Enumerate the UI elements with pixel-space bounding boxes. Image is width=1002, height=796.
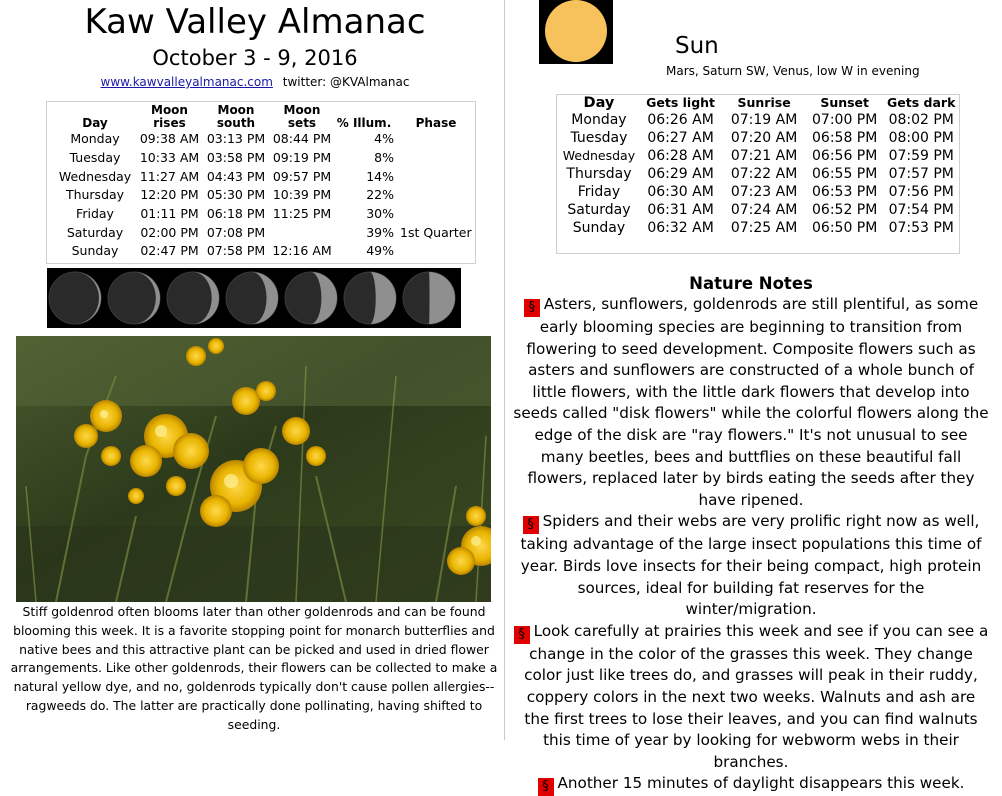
nature-notes-title: Nature Notes <box>689 274 813 293</box>
sun-cell-gets-light: 06:30 AM <box>647 184 714 200</box>
moon-table-row <box>53 223 472 242</box>
sun-table-row <box>559 111 959 129</box>
section-marker-icon: § <box>538 778 554 796</box>
moon-cell-sets: 08:44 PM <box>272 131 332 147</box>
moon-cell-sets <box>270 223 334 242</box>
sun-cell-sunset: 06:58 PM <box>812 130 878 146</box>
sun-cell-sunrise: 07:19 AM <box>730 112 798 128</box>
sun-cell-sunrise: 07:21 AM <box>730 148 798 164</box>
sun-cell-gets-dark: 08:02 PM <box>888 112 954 128</box>
moon-phase-icon <box>403 272 455 324</box>
moon-cell-south: 07:08 PM <box>206 224 266 240</box>
moon-cell-illum: 14% <box>366 168 394 184</box>
sun-cell-sunset: 06:52 PM <box>812 202 878 218</box>
nature-note-text: Look carefully at prairies this week and see if you can see a change in the color of the grasses this week. They change color just like trees do, and grasses will peak in their ruddy, coppery colors in the next two weeks. Walnuts and ash are the first trees to lose their leaves, and you can find walnuts this time of year by looking for webworm webs in their branches. <box>524 621 989 771</box>
moon-phase-icon <box>226 272 278 324</box>
sun-cell-gets-dark: 08:00 PM <box>888 130 954 146</box>
sun-cell-gets-dark: 07:57 PM <box>888 166 954 182</box>
moon-phase-strip <box>47 268 461 328</box>
nature-note-item <box>538 774 965 795</box>
website-link[interactable]: www.kawvalleyalmanac.com <box>100 75 273 89</box>
moon-cell-day: Saturday <box>66 224 124 240</box>
moon-cell-phase <box>400 149 472 168</box>
moon-cell-south: 05:30 PM <box>206 187 266 203</box>
sun-table-row <box>559 147 959 165</box>
moon-table <box>46 101 476 264</box>
moon-cell-day: Friday <box>76 206 114 222</box>
sun-table <box>556 94 960 254</box>
moon-table-row <box>53 205 472 224</box>
moon-cell-illum: 49% <box>366 243 394 259</box>
moon-lit-portion <box>429 272 455 324</box>
sun-table-row <box>559 219 959 237</box>
sun-cell-sunset: 07:00 PM <box>812 112 878 128</box>
sun-cell-sunset: 06:56 PM <box>812 148 878 164</box>
sun-cell-gets-light: 06:31 AM <box>647 202 714 218</box>
page-title: Kaw Valley Almanac <box>84 2 426 42</box>
header-illum: % Illum. <box>336 116 392 130</box>
sun-cell-day: Sunday <box>572 220 626 236</box>
sun-cell-gets-light: 06:28 AM <box>647 148 714 164</box>
moon-cell-day: Tuesday <box>69 150 121 166</box>
nature-notes-body <box>512 294 990 796</box>
sun-cell-gets-dark: 07:53 PM <box>888 220 954 236</box>
moon-table-header <box>53 104 472 130</box>
sun-table-row <box>559 183 959 201</box>
sun-cell-sunset: 06:55 PM <box>812 166 878 182</box>
sun-table-header <box>559 95 959 111</box>
sun-cell-day: Wednesday <box>562 148 636 163</box>
sun-cell-sunset: 06:53 PM <box>812 184 878 200</box>
sun-header-sunset: Sunset <box>820 95 870 110</box>
sun-header-day: Day <box>583 95 615 111</box>
moon-cell-sets: 12:16 AM <box>272 243 332 259</box>
moon-cell-sets: 10:39 PM <box>272 187 332 203</box>
moon-phase-icon <box>49 272 101 324</box>
moon-cell-day: Sunday <box>71 243 119 259</box>
section-marker-icon: § <box>514 626 530 644</box>
moon-cell-sets: 09:19 PM <box>272 150 332 166</box>
goldenrod-photo <box>16 336 491 602</box>
header-moon-south-line2: south <box>216 116 256 130</box>
moon-cell-rises: 02:47 PM <box>140 243 199 259</box>
moon-table-row <box>53 130 472 149</box>
moon-cell-illum: 8% <box>374 150 394 166</box>
sun-cell-sunrise: 07:25 AM <box>730 220 798 236</box>
sun-cell-sunset: 06:50 PM <box>812 220 878 236</box>
date-range: October 3 - 9, 2016 <box>152 46 358 70</box>
moon-cell-phase <box>400 205 472 224</box>
moon-data-table <box>53 104 472 261</box>
moon-cell-south: 03:13 PM <box>206 131 266 147</box>
sun-cell-gets-light: 06:26 AM <box>647 112 714 128</box>
nature-note-text: Spiders and their webs are very prolific right now as well, taking advantage of the large insect populations this time of year. Birds love insects for their being compact, high protein sources, ideal for building fat reserves for the winter/migration. <box>520 512 982 619</box>
sun-header-sunrise: Sunrise <box>737 95 791 110</box>
page-divider <box>504 0 505 740</box>
moon-phase-images <box>47 268 461 328</box>
moon-cell-south: 06:18 PM <box>206 206 266 222</box>
moon-cell-rises: 10:33 AM <box>139 150 200 166</box>
sun-data-table <box>559 95 959 237</box>
moon-cell-illum: 4% <box>374 131 394 147</box>
header-moon-south <box>202 104 270 130</box>
nature-note-item <box>521 512 982 618</box>
header-moon-sets: Moon sets <box>283 103 321 130</box>
sun-cell-sunrise: 07:23 AM <box>730 184 798 200</box>
moon-cell-day: Monday <box>70 131 120 147</box>
sun-cell-day: Saturday <box>567 202 631 218</box>
moon-cell-day: Thursday <box>65 187 125 203</box>
sun-cell-sunrise: 07:20 AM <box>730 130 798 146</box>
sun-cell-gets-light: 06:27 AM <box>647 130 714 146</box>
section-marker-icon: § <box>524 299 540 317</box>
sun-table-row <box>559 165 959 183</box>
goldenrod-image <box>16 336 491 602</box>
moon-cell-phase: 1st Quarter <box>400 224 472 240</box>
moon-cell-south: 04:43 PM <box>206 168 266 184</box>
moon-table-row <box>53 242 472 261</box>
sun-cell-day: Friday <box>577 184 621 200</box>
moon-cell-sets: 11:25 PM <box>272 206 332 222</box>
moon-table-body <box>53 130 472 261</box>
sun-label: Sun <box>675 33 719 59</box>
sun-cell-gets-light: 06:32 AM <box>647 220 714 236</box>
sun-header-gets-light: Gets light <box>646 95 716 110</box>
moon-table-row <box>53 186 472 205</box>
moon-phase-icon <box>344 272 396 324</box>
sun-table-row <box>559 129 959 147</box>
moon-cell-rises: 09:38 AM <box>139 131 200 147</box>
moon-cell-south: 03:58 PM <box>206 150 266 166</box>
sun-header-gets-dark: Gets dark <box>887 95 956 110</box>
sun-table-row <box>559 201 959 219</box>
nature-note-text: Another 15 minutes of daylight disappears this week. <box>557 774 965 793</box>
sun-image <box>539 0 613 64</box>
moon-cell-phase <box>400 242 472 261</box>
moon-cell-day: Wednesday <box>58 168 132 184</box>
sun-cell-gets-light: 06:29 AM <box>647 166 714 182</box>
moon-phase-icon <box>167 272 219 324</box>
photo-caption: Stiff goldenrod often blooms later than other goldenrods and can be found blooming this week. It is a favorite stopping point for monarch butterflies and native bees and this attractive plant can be picked and used in dried flower arrangements. Like other goldenrods, their flowers can be collected to make a natural yellow dye, and no, goldenrods typically don't cause pollen allergies--ragweeds do. The latter are practically done pollinating, having shifted to seeding. <box>10 604 498 732</box>
header-moon-south-line1: Moon <box>217 103 255 117</box>
twitter-handle: twitter: @KVAlmanac <box>282 75 410 89</box>
sun-cell-day: Thursday <box>566 166 632 182</box>
sun-table-body <box>559 111 959 237</box>
moon-cell-south: 07:58 PM <box>206 243 266 259</box>
moon-cell-phase <box>400 186 472 205</box>
nature-note-item <box>513 295 988 509</box>
moon-phase-icon <box>285 272 337 324</box>
moon-phase-icon <box>108 272 160 324</box>
sun-cell-gets-dark: 07:54 PM <box>888 202 954 218</box>
sun-cell-gets-dark: 07:59 PM <box>888 148 954 164</box>
moon-cell-phase <box>400 130 472 149</box>
planets-note: Mars, Saturn SW, Venus, low W in evening <box>666 64 920 78</box>
links-line <box>0 74 510 90</box>
section-marker-icon: § <box>523 516 539 534</box>
sun-cell-sunrise: 07:24 AM <box>730 202 798 218</box>
sun-cell-day: Tuesday <box>570 130 628 146</box>
moon-cell-rises: 11:27 AM <box>139 168 200 184</box>
sun-cell-sunrise: 07:22 AM <box>730 166 798 182</box>
header-day: Day <box>82 116 108 130</box>
moon-cell-illum: 22% <box>366 187 394 203</box>
sun-icon <box>539 0 613 68</box>
nature-note-text: Asters, sunflowers, goldenrods are still plentiful, as some early blooming species are beginning to transition from flowering to seed development. Composite flowers such as asters and sunflowers are constructed of a whole bunch of little flowers, with the little dark flowers that develop into seeds called "disk flowers" while the colorful flowers along the edge of the disk are "ray flowers." It's not unusual to see many beetles, bees and buttflies on these beautiful fall flowers, replaced later by birds eating the seeds after they have ripened. <box>513 295 989 509</box>
moon-table-row <box>53 167 472 186</box>
moon-cell-rises: 02:00 PM <box>140 224 199 240</box>
sun-cell-gets-dark: 07:56 PM <box>888 184 954 200</box>
moon-cell-sets: 09:57 PM <box>272 168 332 184</box>
moon-table-row <box>53 149 472 168</box>
header-moon-rises: Moon rises <box>151 103 188 130</box>
sun-cell-day: Monday <box>571 112 627 128</box>
nature-note-item <box>514 622 989 771</box>
moon-cell-phase <box>400 167 472 186</box>
moon-cell-illum: 39% <box>366 224 394 240</box>
header-phase: Phase <box>415 116 457 130</box>
moon-cell-illum: 30% <box>366 206 394 222</box>
moon-cell-rises: 01:11 PM <box>140 206 199 222</box>
moon-cell-rises: 12:20 PM <box>140 187 199 203</box>
